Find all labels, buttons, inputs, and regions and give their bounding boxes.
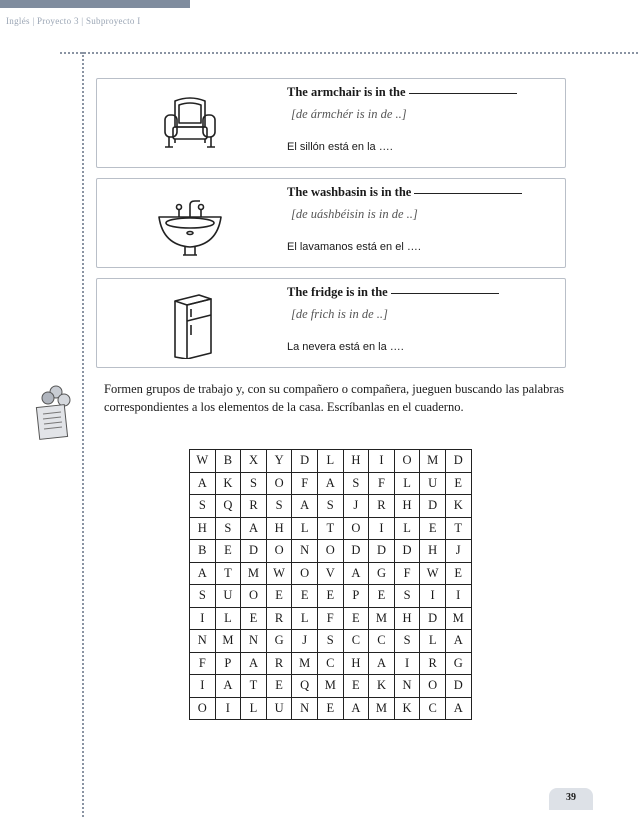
word-search-grid — [189, 449, 472, 720]
top-accent-bar — [0, 0, 190, 8]
grid-cell: T — [215, 562, 241, 585]
grid-cell: K — [369, 675, 395, 698]
grid-cell: H — [190, 517, 216, 540]
grid-cell: Q — [292, 675, 318, 698]
grid-cell: E — [445, 562, 471, 585]
grid-row — [190, 540, 472, 563]
vocab-card-armchair — [96, 78, 566, 168]
grid-cell: W — [190, 450, 216, 473]
grid-row — [190, 697, 472, 720]
grid-cell: A — [343, 697, 369, 720]
grid-cell: S — [317, 495, 343, 518]
activity-instructions: Formen grupos de trabajo y, con su compañero o compañera, jueguen buscando las palabras correspondientes a los elementos de la casa. Escríbanlas en el cuaderno. — [104, 382, 564, 414]
grid-cell: J — [343, 495, 369, 518]
grid-cell: O — [266, 472, 292, 495]
grid-cell: C — [343, 630, 369, 653]
grid-cell: N — [241, 630, 267, 653]
pronunciation-text: [de frich is in de ..] — [291, 307, 388, 321]
grid-cell: L — [394, 517, 420, 540]
vocab-card-washbasin — [96, 178, 566, 268]
grid-cell: N — [190, 630, 216, 653]
grid-cell: F — [369, 472, 395, 495]
grid-cell: L — [241, 697, 267, 720]
grid-cell: U — [420, 472, 446, 495]
grid-cell: E — [343, 675, 369, 698]
grid-cell: M — [420, 450, 446, 473]
grid-cell: N — [292, 697, 318, 720]
washbasin-icon — [145, 187, 235, 259]
grid-cell: E — [369, 585, 395, 608]
grid-cell: B — [215, 450, 241, 473]
grid-cell: G — [369, 562, 395, 585]
grid-cell: O — [190, 697, 216, 720]
grid-cell: L — [394, 472, 420, 495]
grid-row — [190, 585, 472, 608]
grid-cell: F — [292, 472, 318, 495]
grid-cell: M — [241, 562, 267, 585]
grid-cell: R — [420, 652, 446, 675]
grid-row — [190, 472, 472, 495]
grid-cell: A — [343, 562, 369, 585]
grid-cell: J — [445, 540, 471, 563]
grid-cell: N — [394, 675, 420, 698]
grid-cell: G — [445, 652, 471, 675]
translation-text: El lavamanos está en el …. — [287, 241, 421, 253]
grid-cell: S — [394, 630, 420, 653]
grid-cell: S — [215, 517, 241, 540]
grid-cell: D — [241, 540, 267, 563]
grid-cell: T — [317, 517, 343, 540]
grid-cell: L — [292, 517, 318, 540]
grid-cell: R — [369, 495, 395, 518]
grid-cell: X — [241, 450, 267, 473]
grid-cell: A — [190, 562, 216, 585]
grid-cell: D — [445, 450, 471, 473]
grid-row — [190, 517, 472, 540]
grid-cell: L — [420, 630, 446, 653]
grid-cell: R — [241, 495, 267, 518]
grid-cell: F — [190, 652, 216, 675]
answer-blank — [409, 93, 517, 94]
grid-row — [190, 562, 472, 585]
grid-cell: W — [266, 562, 292, 585]
grid-cell: A — [317, 472, 343, 495]
grid-cell: B — [190, 540, 216, 563]
grid-cell: I — [394, 652, 420, 675]
grid-cell: T — [445, 517, 471, 540]
grid-cell: P — [215, 652, 241, 675]
grid-cell: E — [292, 585, 318, 608]
grid-cell: Y — [266, 450, 292, 473]
grid-cell: C — [317, 652, 343, 675]
dotted-rule-vertical — [82, 52, 84, 817]
grid-cell: O — [241, 585, 267, 608]
grid-cell: O — [394, 450, 420, 473]
grid-cell: Q — [215, 495, 241, 518]
grid-row — [190, 630, 472, 653]
pronunciation-text: [de ármchér is in de ..] — [291, 107, 407, 121]
grid-cell: I — [190, 675, 216, 698]
grid-cell: D — [394, 540, 420, 563]
grid-cell: M — [369, 697, 395, 720]
grid-cell: T — [241, 675, 267, 698]
grid-cell: M — [215, 630, 241, 653]
grid-cell: F — [317, 607, 343, 630]
grid-cell: D — [420, 495, 446, 518]
grid-cell: D — [292, 450, 318, 473]
grid-cell: S — [266, 495, 292, 518]
grid-row — [190, 652, 472, 675]
grid-cell: F — [394, 562, 420, 585]
grid-cell: R — [266, 652, 292, 675]
grid-cell: S — [190, 495, 216, 518]
grid-cell: O — [420, 675, 446, 698]
grid-cell: L — [215, 607, 241, 630]
grid-cell: M — [317, 675, 343, 698]
grid-cell: A — [241, 652, 267, 675]
grid-row — [190, 495, 472, 518]
grid-cell: S — [241, 472, 267, 495]
grid-cell: H — [343, 652, 369, 675]
grid-cell: I — [369, 517, 395, 540]
grid-row — [190, 450, 472, 473]
grid-cell: M — [445, 607, 471, 630]
grid-cell: U — [215, 585, 241, 608]
grid-cell: A — [369, 652, 395, 675]
sentence-text: The armchair is in the — [287, 85, 517, 100]
grid-cell: D — [445, 675, 471, 698]
grid-cell: K — [215, 472, 241, 495]
grid-cell: H — [420, 540, 446, 563]
armchair-icon — [145, 87, 235, 159]
grid-cell: S — [190, 585, 216, 608]
sentence-text: The washbasin is in the — [287, 185, 522, 200]
page-number: 39 — [566, 792, 576, 803]
grid-cell: I — [420, 585, 446, 608]
grid-cell: A — [241, 517, 267, 540]
pronunciation-text: [de uáshbéisin is in de ..] — [291, 207, 418, 221]
grid-cell: E — [215, 540, 241, 563]
grid-cell: E — [317, 697, 343, 720]
translation-text: El sillón está en la …. — [287, 141, 393, 153]
page-number-tab — [549, 788, 593, 810]
grid-cell: D — [343, 540, 369, 563]
grid-cell: I — [190, 607, 216, 630]
grid-cell: S — [317, 630, 343, 653]
fridge-icon — [145, 287, 235, 359]
grid-cell: A — [292, 495, 318, 518]
translation-text: La nevera está en la …. — [287, 341, 404, 353]
grid-cell: O — [317, 540, 343, 563]
grid-cell: N — [292, 540, 318, 563]
grid-cell: O — [292, 562, 318, 585]
grid-cell: C — [420, 697, 446, 720]
grid-cell: A — [190, 472, 216, 495]
grid-cell: A — [445, 630, 471, 653]
grid-cell: O — [343, 517, 369, 540]
grid-cell: K — [445, 495, 471, 518]
grid-cell: G — [266, 630, 292, 653]
grid-cell: P — [343, 585, 369, 608]
grid-cell: E — [343, 607, 369, 630]
grid-cell: E — [445, 472, 471, 495]
grid-row — [190, 675, 472, 698]
grid-cell: C — [369, 630, 395, 653]
grid-cell: E — [420, 517, 446, 540]
grid-cell: L — [292, 607, 318, 630]
grid-cell: I — [445, 585, 471, 608]
grid-cell: K — [394, 697, 420, 720]
answer-blank — [414, 193, 522, 194]
grid-cell: J — [292, 630, 318, 653]
group-work-icon — [32, 384, 76, 440]
grid-cell: R — [266, 607, 292, 630]
grid-cell: H — [394, 607, 420, 630]
grid-cell: E — [266, 585, 292, 608]
grid-cell: A — [215, 675, 241, 698]
grid-cell: E — [241, 607, 267, 630]
sentence-text: The fridge is in the — [287, 285, 499, 300]
grid-cell: I — [215, 697, 241, 720]
grid-cell: A — [445, 697, 471, 720]
grid-cell: D — [420, 607, 446, 630]
grid-cell: M — [292, 652, 318, 675]
grid-cell: H — [343, 450, 369, 473]
grid-cell: O — [266, 540, 292, 563]
grid-cell: E — [266, 675, 292, 698]
grid-cell: S — [343, 472, 369, 495]
answer-blank — [391, 293, 499, 294]
grid-cell: V — [317, 562, 343, 585]
grid-cell: D — [369, 540, 395, 563]
dotted-rule-horizontal — [60, 52, 638, 54]
running-header: Inglés | Proyecto 3 | Subproyecto I — [6, 16, 141, 26]
grid-cell: L — [317, 450, 343, 473]
grid-cell: M — [369, 607, 395, 630]
grid-cell: H — [394, 495, 420, 518]
grid-row — [190, 607, 472, 630]
grid-cell: S — [394, 585, 420, 608]
grid-cell: U — [266, 697, 292, 720]
grid-cell: E — [317, 585, 343, 608]
grid-cell: H — [266, 517, 292, 540]
grid-cell: W — [420, 562, 446, 585]
vocab-card-fridge — [96, 278, 566, 368]
grid-cell: I — [369, 450, 395, 473]
